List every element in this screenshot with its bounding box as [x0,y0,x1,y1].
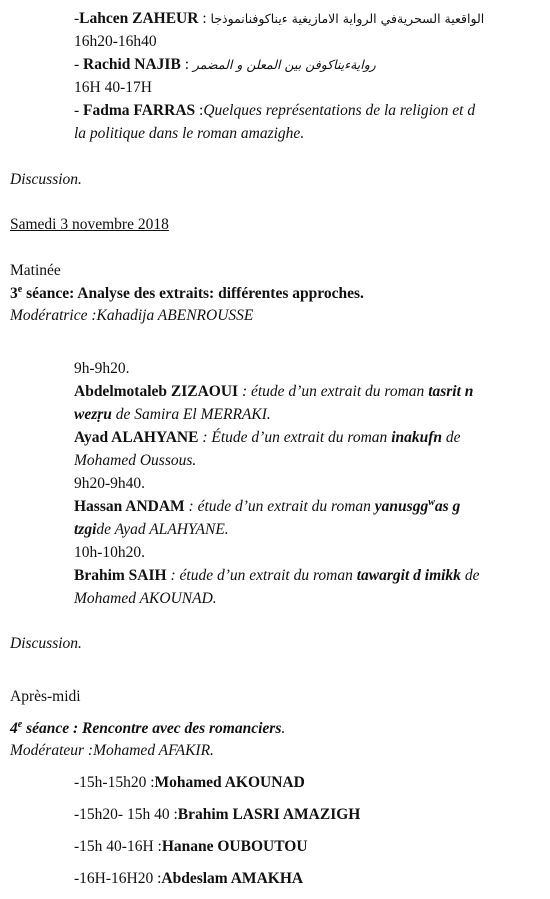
schedule-slot [74,804,360,825]
discussion-label: Discussion. [10,635,82,652]
session-title: séance : Rencontre avec des romanciers [22,720,282,737]
talk-zaheur-line: -Lahcen ZAHEUR : الواقعية السحريةفي الرواية الامازيغية ءيناكوفنانموذجا [74,10,485,27]
talk-desc: : étude d’un extrait du roman [166,567,357,584]
schedule-slot [74,868,303,889]
afternoon-label: Après-midi [10,688,81,705]
talk-andam-cont [74,519,229,540]
speaker-name: Rachid NAJIB [83,56,181,73]
session-number: 3 [10,285,18,302]
talk-time: 9h20-9h40. [74,475,146,492]
talk-de: de [442,429,461,446]
slot-time: -15h 40-16H : [74,838,162,855]
session-ordinal: e [17,718,23,730]
session4-heading: 4e séance : Rencontre avec des romanciers. [10,718,286,737]
work-title: tasrit n [428,383,474,400]
session-title: séance: Analyse des extraits: différentes approches. [22,285,364,302]
talk-najib-line: - Rachid NAJIB : روايةءيناكوفن بين المعلن و المضمر [74,56,376,73]
work-author: de Ayad ALAHYANE. [96,521,229,538]
session-number: 4 [10,720,18,737]
work-author: Mohamed Oussous. [74,452,197,469]
work-title: tawargit d imikk [356,567,461,584]
slot-time: -15h20- 15h 40 : [74,806,178,823]
discussion-label: Discussion. [10,171,82,188]
talk-andam-line [74,496,460,517]
novelist-name: Brahim LASRI AMAZIGH [177,806,361,823]
speaker-name: Abdelmotaleb ZIZAOUI [74,383,239,400]
slot-time: -16H-16H20 : [74,870,162,887]
talk-zizaoui-cont [74,404,271,425]
talk-time: 10h-10h20. [74,544,146,561]
talk-time: 16h20-16h40 [74,33,157,50]
talk-title-continued: la politique dans le roman amazighe. [74,125,305,142]
schedule-slot [74,772,305,793]
talk-de: de [460,567,480,584]
morning-label: Matinée [10,262,61,279]
talk-alahyane-line [74,427,461,448]
talk-time: 16H 40-17H [74,79,152,96]
slot-time: -15h-15h20 : [74,774,155,791]
novelist-name: Mohamed AKOUNAD [154,774,305,791]
work-title: inakufn [391,429,443,446]
talk-desc: : étude d’un extrait du roman [238,383,429,400]
day-date: Samedi 3 novembre 2018 [10,216,169,233]
work-title: yanusgg$^w$as g [374,496,461,515]
session3-moderator: Modératrice :Kahadija ABENROUSSE [10,307,254,324]
talk-desc: : étude d’un extrait du roman [184,498,375,515]
session3-heading [10,283,364,304]
speaker-name: Fadma FARRAS [83,102,196,119]
talk-time: 9h-9h20. [74,360,130,377]
talk-zizaoui-line [74,381,473,402]
schedule-slot [74,836,308,857]
talk-farras-line: - Fadma FARRAS :Quelques représentations de la religion et d [74,102,476,119]
work-author: de Samira El MERRAKI. [111,406,271,423]
speaker-name: Brahim SAIH [74,567,167,584]
speaker-name: Ayad ALAHYANE [74,429,199,446]
session4-moderator: Modérateur :Mohamed AFAKIR. [10,742,214,759]
novelist-name: Abdeslam AMAKHA [161,870,304,887]
novelist-name: Hanane OUBOUTOU [161,838,308,855]
talk-title-arabic: الواقعية السحريةفي الرواية الامازيغية ءيناكوفنانموذجا [210,11,485,26]
speaker-name: Lahcen ZAHEUR [79,10,199,27]
session-ordinal: e [17,283,23,295]
work-author: Mohamed AKOUNAD. [74,590,217,607]
talk-saih-line [74,565,479,586]
speaker-name: Hassan ANDAM [74,498,185,515]
work-title: tzgi [74,521,97,538]
talk-desc: : Étude d’un extrait du roman [198,429,392,446]
talk-title: Quelques représentations de la religion et d [203,102,476,119]
work-title: wezṛu [74,406,112,423]
talk-title-arabic: روايةءيناكوفن بين المعلن و المضمر [192,57,376,72]
